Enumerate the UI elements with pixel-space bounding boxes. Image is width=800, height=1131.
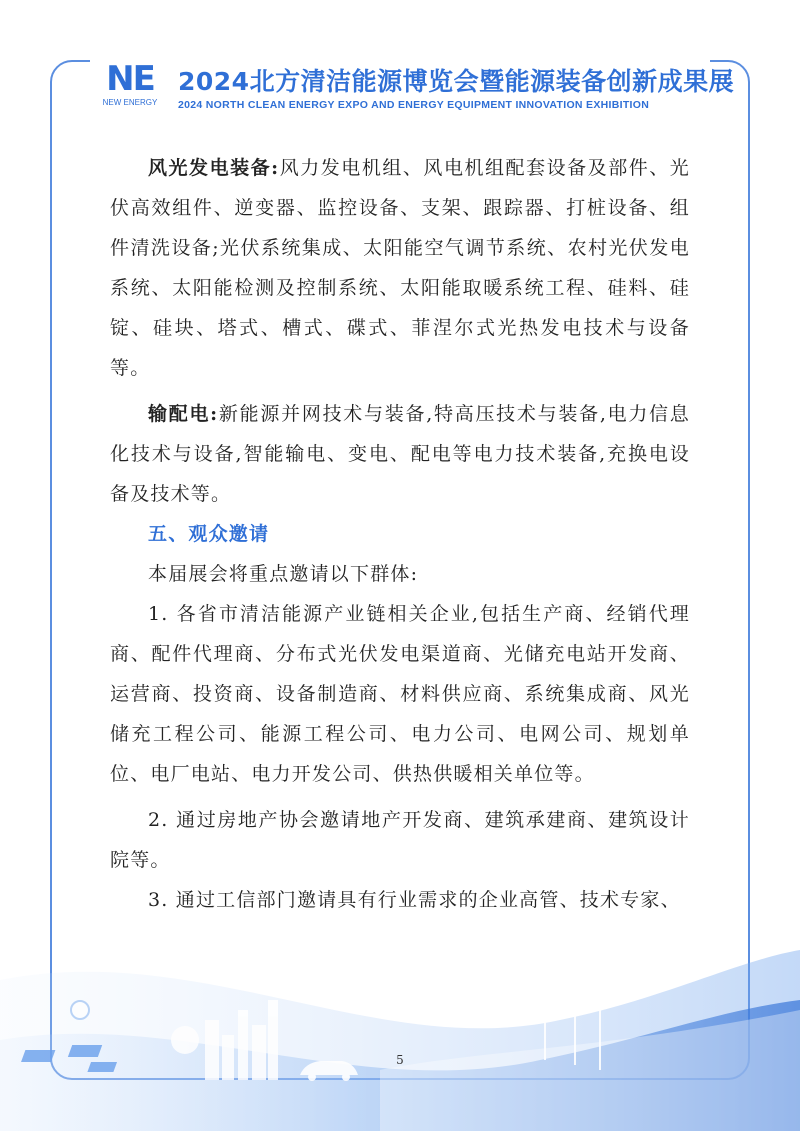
document-body xyxy=(110,148,690,920)
wind-solar-paragraph xyxy=(110,148,690,388)
list-item: 1. 各省市清洁能源产业链相关企业,包括生产商、经销代理商、配件代理商、分布式光伏发电渠道商、光储充电站开发商、运营商、投资商、设备制造商、材料供应商、系统集成商、风光储充工程公司、能源工程公司、电力公司、电网公司、规划单位、电厂电站、电力开发公司、供热供暖相关单位等。 xyxy=(110,603,690,785)
grid-text: 新能源并网技术与装备,特高压技术与装备,电力信息化技术与设备,智能输电、变电、配电等电力技术装备,充换电设备及技术等。 xyxy=(110,403,690,505)
list-item: 3. 通过工信部门邀请具有行业需求的企业高管、技术专家、 xyxy=(148,889,681,911)
grid-paragraph xyxy=(110,394,690,514)
intro-paragraph: 本届展会将重点邀请以下群体: xyxy=(148,563,419,585)
sun-icon xyxy=(71,1001,89,1019)
header-subtitle: 2024 NORTH CLEAN ENERGY EXPO AND ENERGY EQUIPMENT INNOVATION EXHIBITION xyxy=(178,99,650,111)
logo-subtitle: NEW ENERGY xyxy=(102,98,158,107)
logo-mark: NE xyxy=(106,59,154,99)
grid-label: 输配电: xyxy=(148,403,219,425)
list-item: 2. 通过房地产协会邀请地产开发商、建筑承建商、建筑设计院等。 xyxy=(110,809,690,871)
header-title: 2024北方清洁能源博览会暨能源装备创新成果展 xyxy=(178,67,735,96)
wind-solar-label: 风光发电装备: xyxy=(148,157,280,179)
section-heading: 五、观众邀请 xyxy=(148,523,270,545)
page-number: 5 xyxy=(396,1053,404,1067)
ne-logo xyxy=(100,59,160,107)
wind-solar-text: 风力发电机组、风电机组配套设备及部件、光伏高效组件、逆变器、监控设备、支架、跟踪器、打桩设备、组件清洗设备;光伏系统集成、太阳能空气调节系统、农村光伏发电系统、太阳能检测及控制系统、太阳能取暖系统工程、硅料、硅锭、硅块、塔式、槽式、碟式、菲涅尔式光热发电技术与设备等。 xyxy=(110,157,690,379)
footer-illustration xyxy=(0,900,800,1131)
